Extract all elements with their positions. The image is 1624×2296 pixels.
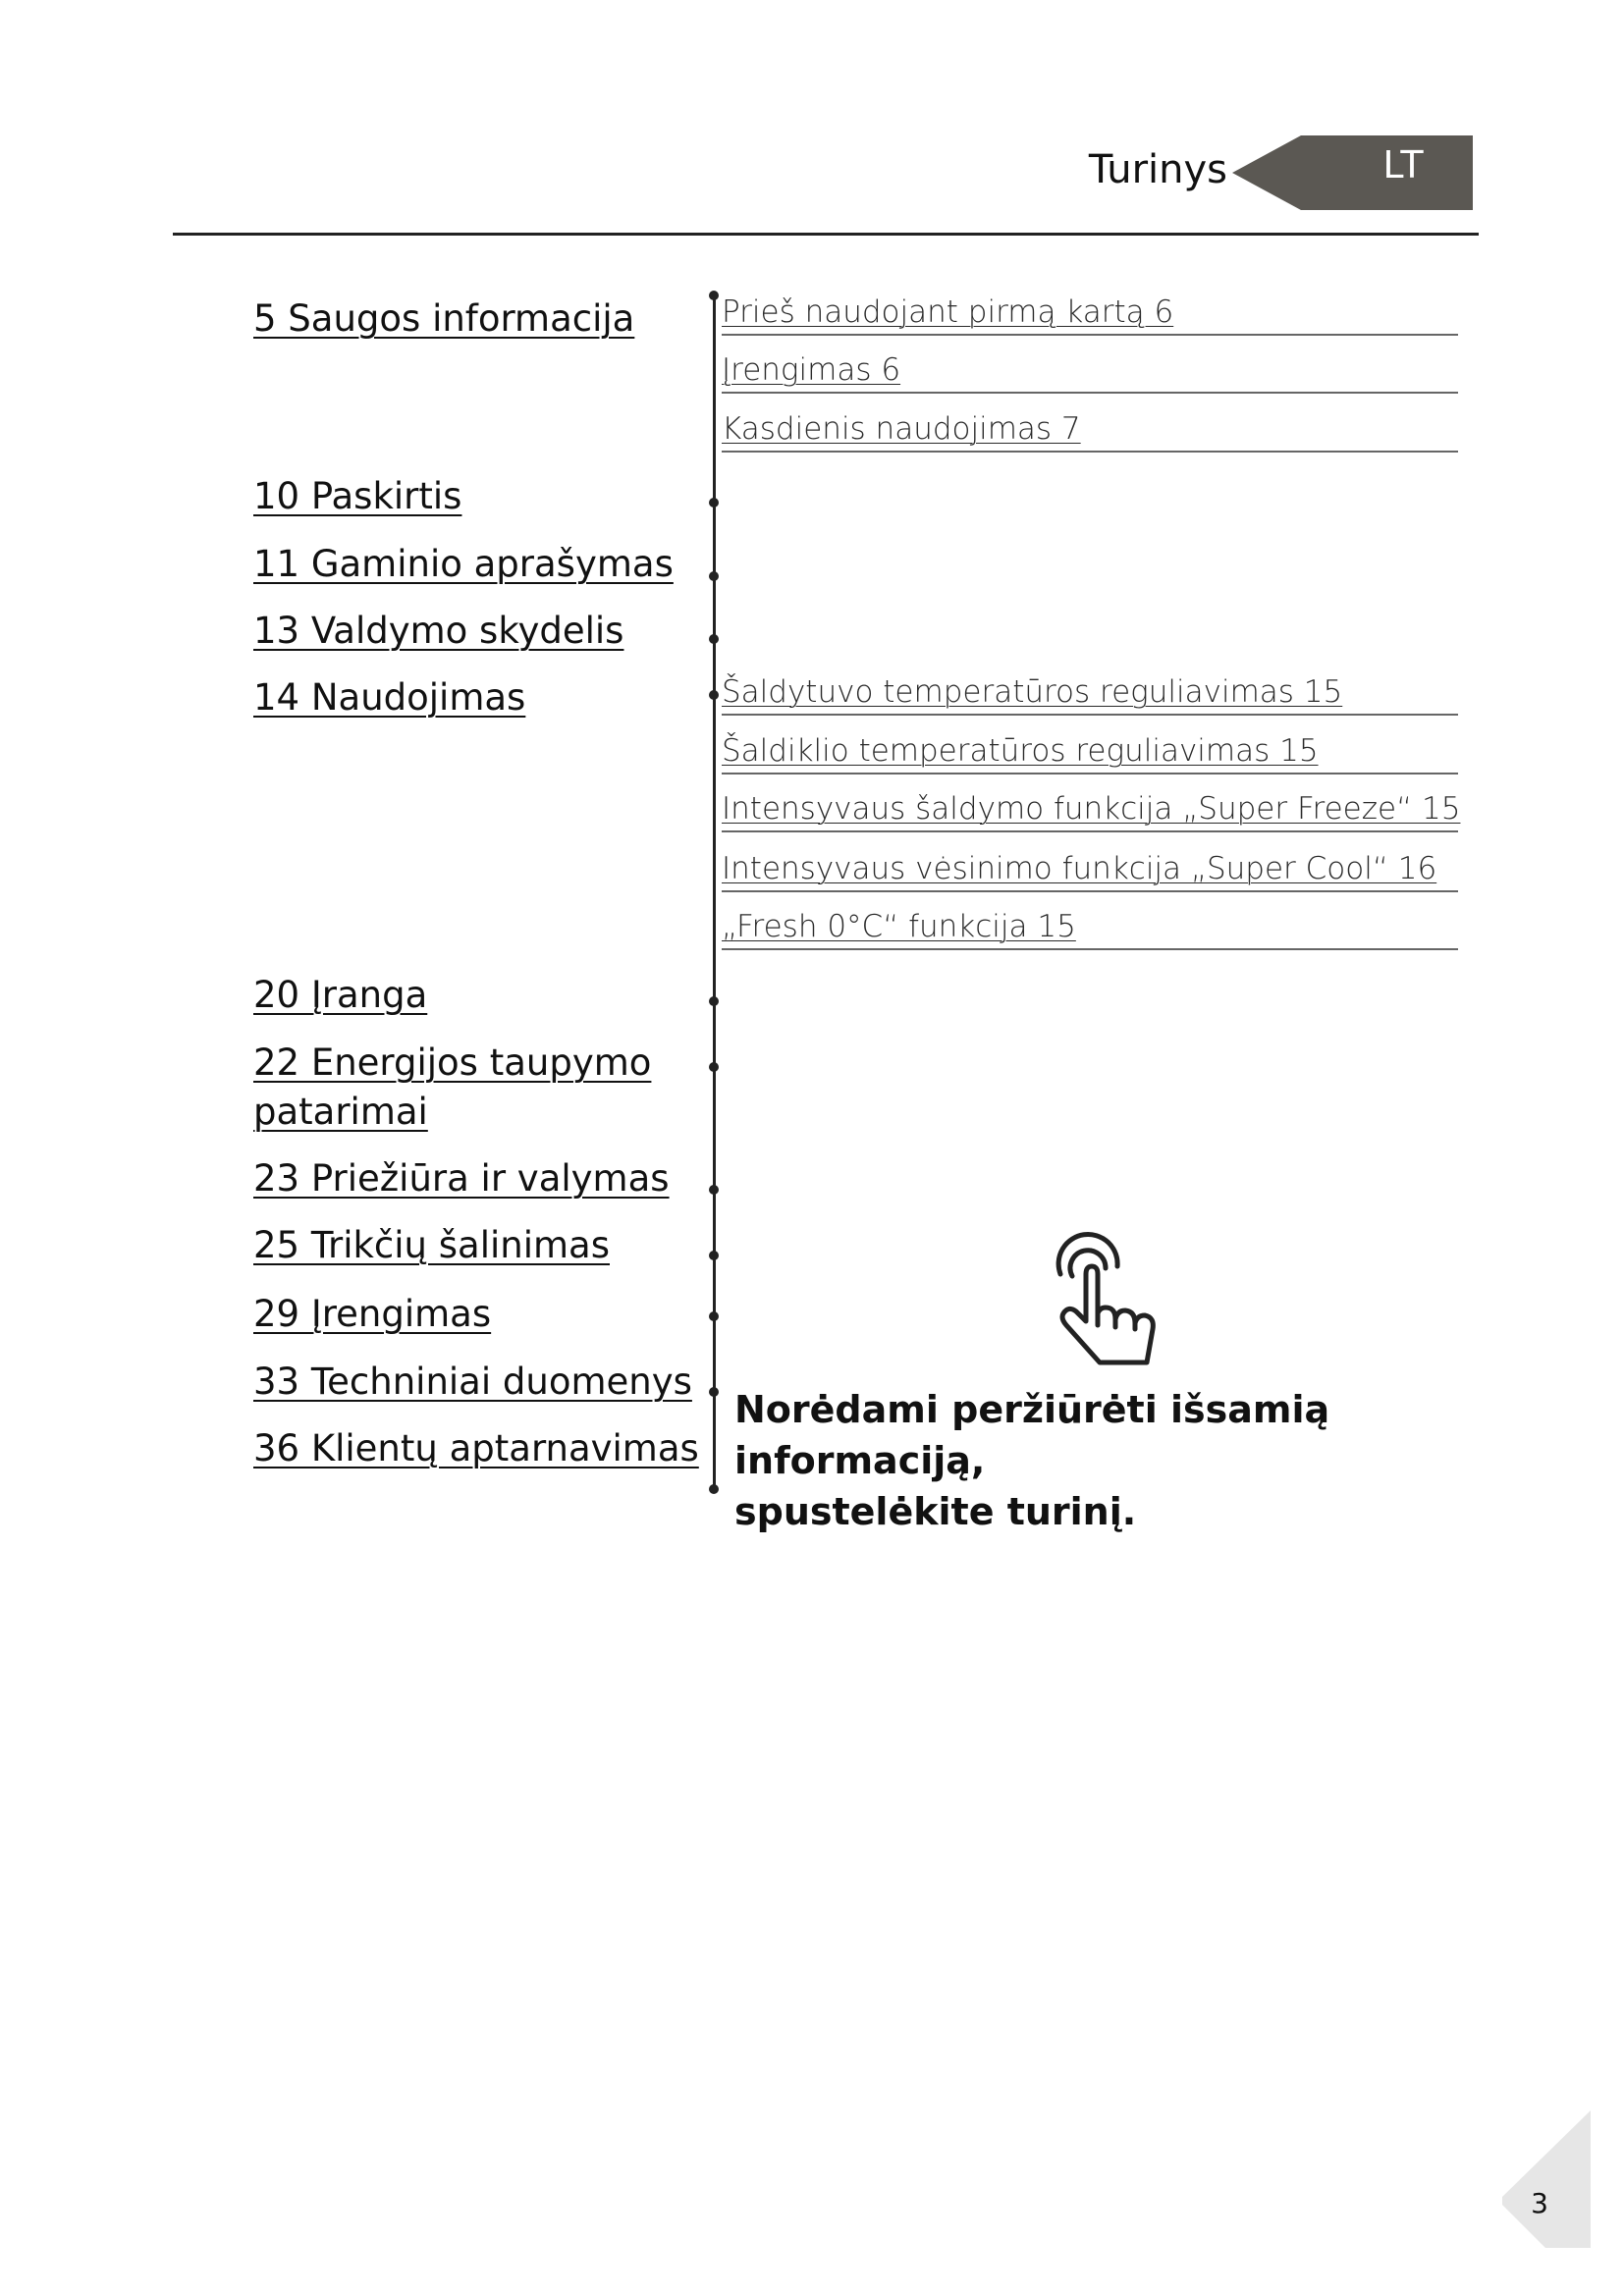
toc-section-techniniai-duomenys[interactable]: 33 Techniniai duomenys: [253, 1361, 692, 1403]
toc-section-energijos-taupymo-cont[interactable]: patarimai: [253, 1091, 428, 1133]
toc-dot: [709, 291, 719, 300]
toc-section-energijos-taupymo[interactable]: 22 Energijos taupymo: [253, 1041, 652, 1084]
toc-subsection-pries-naudojant[interactable]: [722, 291, 1458, 336]
toc-dot: [709, 1311, 719, 1321]
toc-section-irengimas[interactable]: 29 Įrengimas: [253, 1293, 492, 1335]
toc-subsection-label: Intensyvaus vėsinimo funkcija „Super Cool“ 16: [722, 851, 1437, 886]
toc-dot: [709, 1387, 719, 1397]
page-corner-shape: [1502, 2110, 1624, 2248]
toc-dot: [709, 1062, 719, 1072]
toc-subsection-kasdienis-naudojimas[interactable]: [722, 407, 1458, 453]
toc-section-naudojimas[interactable]: 14 Naudojimas: [253, 676, 526, 719]
toc-subsection-label: „Fresh 0°C“ funkcija 15: [722, 909, 1076, 944]
toc-subsection-saldytuvo-temperatura[interactable]: [722, 670, 1458, 716]
toc-subsection-label: Kasdienis naudojimas 7: [722, 411, 1081, 447]
toc-section-klientu-aptarnavimas[interactable]: 36 Klientų aptarnavimas: [253, 1427, 699, 1469]
toc-subsection-irengimas[interactable]: [722, 348, 1458, 394]
header-divider: [173, 233, 1479, 236]
toc-dot: [709, 1251, 719, 1260]
toc-dot: [709, 1185, 719, 1195]
toc-dot: [709, 498, 719, 507]
toc-dot: [709, 690, 719, 700]
toc-section-iranga[interactable]: 20 Įranga: [253, 974, 428, 1016]
toc-subsection-super-freeze[interactable]: [722, 787, 1461, 832]
page-number: 3: [1531, 2187, 1548, 2219]
toc-subsection-saldiklio-temperatura[interactable]: [722, 729, 1458, 774]
toc-dot: [709, 571, 719, 581]
toc-subsection-label: Įrengimas 6: [722, 352, 901, 388]
instruction-text: [734, 1384, 1500, 1537]
tap-hand-icon: [1031, 1227, 1178, 1374]
toc-section-trikciu-salinimas[interactable]: 25 Trikčių šalinimas: [253, 1224, 610, 1266]
language-tab-label: LT: [1382, 143, 1426, 187]
toc-subsection-label: Prieš naudojant pirmą kartą 6: [722, 294, 1174, 330]
toc-subsection-label: Šaldytuvo temperatūros reguliavimas 15: [722, 674, 1343, 710]
toc-section-paskirtis[interactable]: 10 Paskirtis: [253, 475, 462, 517]
instruction-line-1: Norėdami peržiūrėti išsamią informaciją,: [734, 1388, 1330, 1482]
toc-subsection-label: Šaldiklio temperatūros reguliavimas 15: [722, 733, 1319, 769]
toc-subsection-super-cool[interactable]: [722, 847, 1458, 892]
toc-section-saugos-informacija[interactable]: 5 Saugos informacija: [253, 297, 635, 340]
page-title: Turinys: [1088, 147, 1227, 192]
toc-section-prieziura-ir-valymas[interactable]: 23 Priežiūra ir valymas: [253, 1157, 670, 1200]
toc-dot: [709, 1484, 719, 1494]
instruction-line-2: spustelėkite turinį.: [734, 1490, 1137, 1533]
toc-subsection-label: Intensyvaus šaldymo funkcija „Super Freeze“ 15: [722, 791, 1461, 827]
toc-dot: [709, 634, 719, 644]
toc-dot: [709, 996, 719, 1006]
toc-subsection-fresh-zero[interactable]: [722, 905, 1458, 950]
toc-section-valdymo-skydelis[interactable]: 13 Valdymo skydelis: [253, 610, 624, 652]
toc-section-gaminio-aprasymas[interactable]: 11 Gaminio aprašymas: [253, 543, 674, 585]
